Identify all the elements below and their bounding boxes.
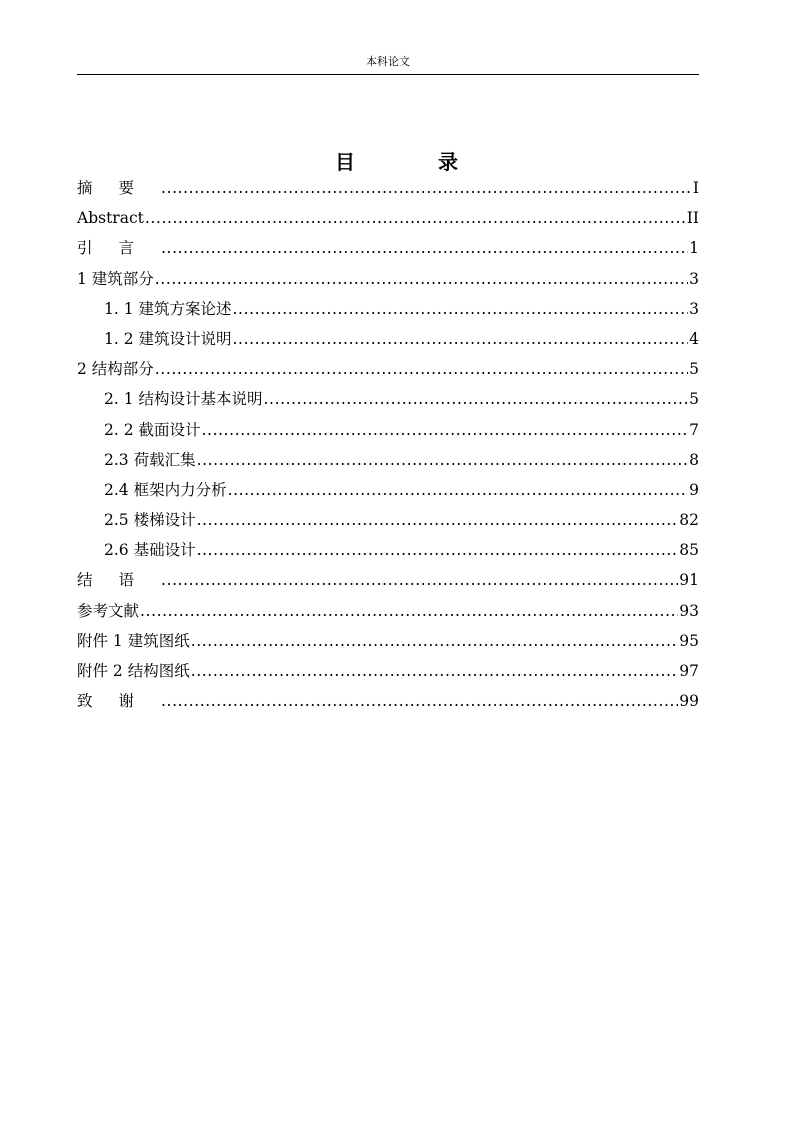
toc-entry[interactable] <box>77 297 699 327</box>
toc-dot-leader <box>155 357 688 381</box>
toc-dot-leader <box>155 267 688 291</box>
toc-entry-label: 1 建筑部分 <box>77 269 154 288</box>
toc-entry[interactable] <box>77 176 699 206</box>
toc-page-number: 99 <box>679 692 699 711</box>
toc-entry-label: 2.4 框架内力分析 <box>104 480 227 499</box>
toc-dot-leader <box>161 568 678 592</box>
toc-page-number: 1 <box>689 239 699 258</box>
toc-dot-leader <box>161 176 692 200</box>
toc-entry-label: 2. 1 结构设计基本说明 <box>104 390 263 409</box>
toc-entry[interactable] <box>77 568 699 598</box>
toc-entry[interactable] <box>77 206 699 236</box>
toc-page-number: 4 <box>689 329 699 348</box>
toc-page-number: 97 <box>679 662 699 680</box>
toc-page-number: 82 <box>679 511 699 530</box>
toc-entry[interactable] <box>77 418 699 448</box>
toc-page-number: 5 <box>689 360 699 379</box>
toc-entry[interactable] <box>77 357 699 387</box>
toc-page-number: II <box>686 209 699 228</box>
toc-page-number: 5 <box>689 390 699 409</box>
toc-entry-label: 2. 2 截面设计 <box>104 420 201 439</box>
toc-entry[interactable] <box>77 508 699 538</box>
toc-dot-leader <box>161 236 688 260</box>
toc-page-number: 3 <box>689 299 699 318</box>
toc-dot-leader <box>197 538 679 562</box>
toc-entry[interactable] <box>77 538 699 568</box>
toc-page-number: 8 <box>689 450 699 469</box>
toc-entry[interactable] <box>77 327 699 357</box>
toc-entry-label: 结语 <box>77 571 161 590</box>
toc-entry-label: 致谢 <box>77 692 161 711</box>
toc-page-number: 9 <box>689 480 699 499</box>
toc-page-number: 93 <box>679 601 699 620</box>
running-header <box>77 56 699 75</box>
toc-entry[interactable] <box>77 629 699 659</box>
toc-dot-leader <box>264 387 689 411</box>
toc-dot-leader <box>233 297 689 321</box>
toc-dot-leader <box>228 478 689 502</box>
toc-entry-label: 2.5 楼梯设计 <box>104 511 196 530</box>
toc-entry-label: 1. 1 建筑方案论述 <box>104 299 232 318</box>
toc-page-number: 7 <box>689 420 699 439</box>
toc-entry-label: 2 结构部分 <box>77 360 154 379</box>
toc-page-number: 85 <box>679 541 699 560</box>
toc-entry[interactable] <box>77 659 699 689</box>
toc-entry[interactable] <box>77 599 699 629</box>
toc-dot-leader <box>191 629 679 653</box>
toc-entry[interactable] <box>77 689 699 719</box>
toc-dot-leader <box>161 689 678 713</box>
toc-entry-label: 1. 2 建筑设计说明 <box>104 329 232 348</box>
toc-entry[interactable] <box>77 387 699 417</box>
toc-entry-label: 附件 1 建筑图纸 <box>77 631 190 650</box>
toc-entry-label: 附件 2 结构图纸 <box>77 662 190 680</box>
toc-entry[interactable] <box>77 478 699 508</box>
toc-page-number: I <box>692 179 699 197</box>
toc-dot-leader <box>140 599 678 623</box>
toc-page-number: 95 <box>679 631 699 650</box>
toc-dot-leader <box>233 327 689 351</box>
toc-entry-label: 2.6 基础设计 <box>104 541 196 560</box>
toc-dot-leader <box>202 418 689 442</box>
toc-dot-leader <box>191 659 679 683</box>
toc-dot-leader <box>197 508 679 532</box>
toc-entry-label: 2.3 荷载汇集 <box>104 450 196 469</box>
toc-entry[interactable] <box>77 236 699 266</box>
toc-entry-label: 参考文献 <box>77 601 140 620</box>
table-of-contents <box>77 176 699 719</box>
toc-entry-label: 摘要 <box>77 179 161 197</box>
toc-entry[interactable] <box>77 448 699 478</box>
toc-dot-leader <box>197 448 689 472</box>
toc-dot-leader <box>145 206 686 230</box>
toc-title: 目 录 <box>335 150 496 174</box>
toc-entry[interactable] <box>77 267 699 297</box>
running-header-title: 本科论文 <box>366 55 410 68</box>
toc-page-number: 91 <box>679 571 699 590</box>
toc-page-number: 3 <box>689 269 699 288</box>
toc-entry-label: 引言 <box>77 239 161 258</box>
toc-entry-label: Abstract <box>77 209 144 228</box>
